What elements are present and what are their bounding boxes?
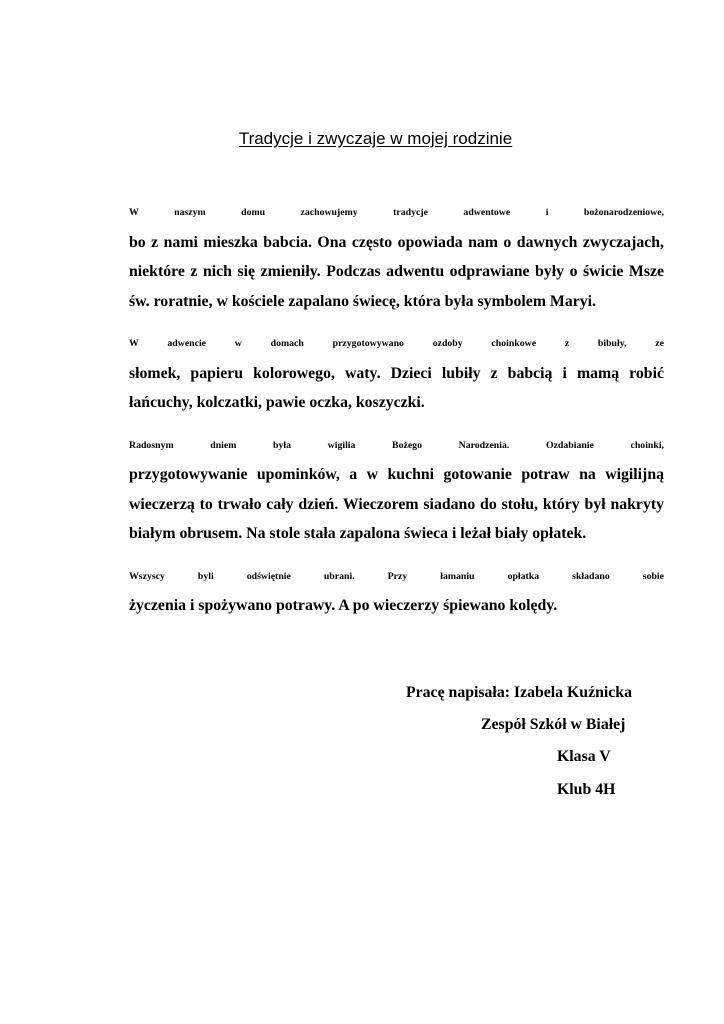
paragraph (84, 431, 664, 549)
signature-school: Zespół Szkół w Białej (481, 716, 626, 733)
text-line: św. roratnie, w kościele zapalano świecę, która była symbolem Maryi. (129, 292, 596, 310)
text-line: W naszym domu zachowujemy tradycje adwentowe i bożonarodzeniowe, (129, 207, 664, 218)
document-body (84, 198, 664, 634)
paragraph (84, 329, 664, 418)
document-title: Tradycje i zwyczaje w mojej rodzinie (238, 129, 513, 148)
text-line: łańcuchy, kolczatki, pawie oczka, koszyczki. (129, 394, 425, 411)
text-line: bo z nami mieszka babcia. Ona często opowiada nam o dawnych zwyczajach, (129, 233, 664, 251)
signature-class: Klasa V (557, 748, 611, 765)
text-line: niektóre z nich się zmieniły. Podczas adwentu odprawiane były o świcie Msze (129, 263, 664, 280)
text-line: życzenia i spożywano potrawy. A po wieczerzy śpiewano kolędy. (129, 597, 558, 614)
text-line: słomek, papieru kolorowego, waty. Dzieci lubiły z babcią i mamą robić (129, 364, 664, 382)
text-line: wieczerzą to trwało cały dzień. Wieczorem siadano do stołu, który był nakryty (129, 495, 664, 513)
paragraph (84, 562, 664, 621)
signature-club: Klub 4H (557, 781, 616, 798)
text-line: Wszyscy byli odświętnie ubrani. Przy łamaniu opłatka składano sobie (129, 570, 664, 582)
text-line: W adwencie w domach przygotowywano ozdoby choinkowe z bibuły, ze (129, 338, 664, 349)
text-line: przygotowywanie upominków, a w kuchni gotowanie potraw na wigilijną (129, 466, 664, 483)
text-line: białym obrusem. Na stole stała zapalona świeca i leżał biały opłatek. (129, 525, 587, 542)
paragraph (84, 198, 664, 316)
text-line: Radosnym dniem była wigilia Bożego Narodzenia. Ozdabianie choinki, (129, 439, 664, 451)
signature-author: Pracę napisała: Izabela Kuźnicka (406, 684, 632, 701)
